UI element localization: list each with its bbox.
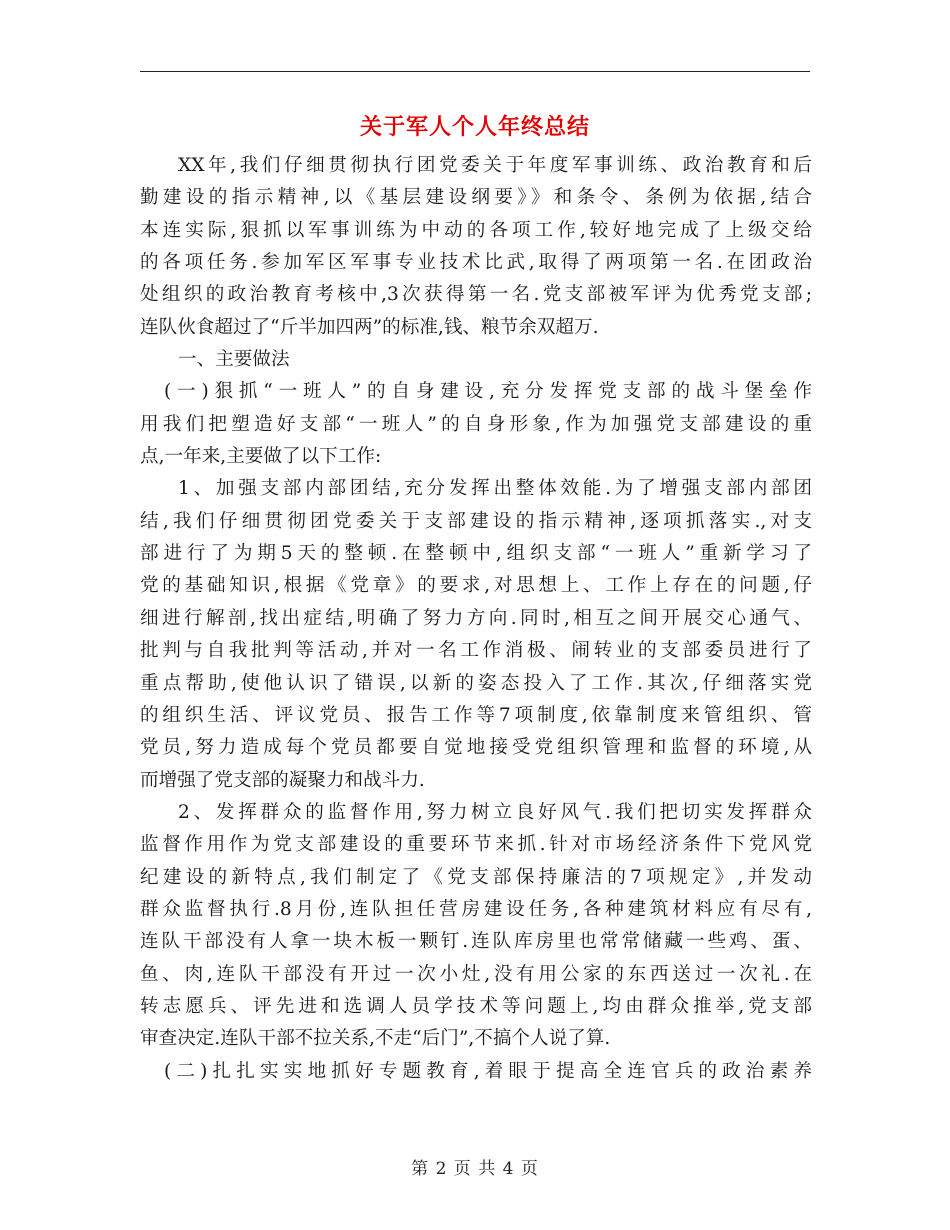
text-line: 细进行解剖,找出症结,明确了努力方向.同时,相互之间开展交心通气、 <box>140 607 812 629</box>
section-heading: 一、主要做法 <box>178 349 290 371</box>
text-line: 本连实际,狠抓以军事训练为中动的各项工作,较好地完成了上级交给 <box>140 219 812 241</box>
text-line: 批判与自我批判等活动,并对一名工作消极、闹转业的支部委员进行了 <box>140 640 812 662</box>
text-line: 用我们把塑造好支部“一班人”的自身形象,作为加强党支部建设的重 <box>140 413 812 435</box>
text-line: 的各项任务.参加军区军事专业技术比武,取得了两项第一名.在团政治 <box>140 252 812 274</box>
text-line: 而增强了党支部的凝聚力和战斗力. <box>140 769 425 791</box>
text-line: (一)狠抓“一班人”的自身建设,充分发挥党支部的战斗堡垒作 <box>164 381 812 403</box>
text-line: 重点帮助,使他认识了错误,以新的姿态投入了工作.其次,仔细落实党 <box>140 672 812 694</box>
text-line: 党的基础知识,根据《党章》的要求,对思想上、工作上存在的问题,仔 <box>140 575 812 597</box>
text-line: 党员,努力造成每个党员都要自觉地接受党组织管理和监督的环境,从 <box>140 737 812 759</box>
text-line: 审查决定.连队干部不拉关系,不走“后门”,不搞个人说了算. <box>140 1028 611 1050</box>
text-line: 的组织生活、评议党员、报告工作等7项制度,依靠制度来管组织、管 <box>140 704 812 726</box>
page-number-footer: 第 2 页 共 4 页 <box>411 1159 539 1179</box>
text-line: 连队伙食超过了“斤半加四两”的标准,钱、粮节余双超万. <box>140 316 599 338</box>
text-line: 鱼、肉,连队干部没有开过一次小灶,没有用公家的东西送过一次礼.在 <box>140 963 812 985</box>
text-line: XX年,我们仔细贯彻执行团党委关于年度军事训练、政治教育和后 <box>178 155 812 176</box>
text-line: (二)扎扎实实地抓好专题教育,着眼于提高全连官兵的政治素养 <box>164 1060 812 1082</box>
text-line: 纪建设的新特点,我们制定了《党支部保持廉洁的7项规定》,并发动 <box>140 866 812 888</box>
document-body <box>140 150 812 1088</box>
text-line: 点,一年来,主要做了以下工作: <box>140 446 382 468</box>
text-line: 群众监督执行.8月份,连队担任营房建设任务,各种建筑材料应有尽有, <box>140 898 812 920</box>
text-line: 连队干部没有人拿一块木板一颗钉.连队库房里也常常储藏一些鸡、蛋、 <box>140 931 812 953</box>
text-line: 勤建设的指示精神,以《基层建设纲要》》和条令、条例为依据,结合 <box>140 187 812 209</box>
text-line: 处组织的政治教育考核中,3次获得第一名.党支部被军评为优秀党支部; <box>140 284 812 306</box>
header-rule <box>140 71 810 72</box>
text-line: 部进行了为期5天的整顿.在整顿中,组织支部“一班人”重新学习了 <box>140 543 812 565</box>
text-line: 转志愿兵、评先进和选调人员学技术等问题上,均由群众推举,党支部 <box>140 995 812 1017</box>
text-line: 结,我们仔细贯彻团党委关于支部建设的指示精神,逐项抓落实.,对支 <box>140 510 812 532</box>
text-line: 2、发挥群众的监督作用,努力树立良好风气.我们把切实发挥群众 <box>178 801 812 823</box>
document-title: 关于军人个人年终总结 <box>359 114 590 140</box>
text-line: 1、加强支部内部团结,充分发挥出整体效能.为了增强支部内部团 <box>178 478 812 500</box>
text-line: 监督作用作为党支部建设的重要环节来抓.针对市场经济条件下党风党 <box>140 834 812 856</box>
